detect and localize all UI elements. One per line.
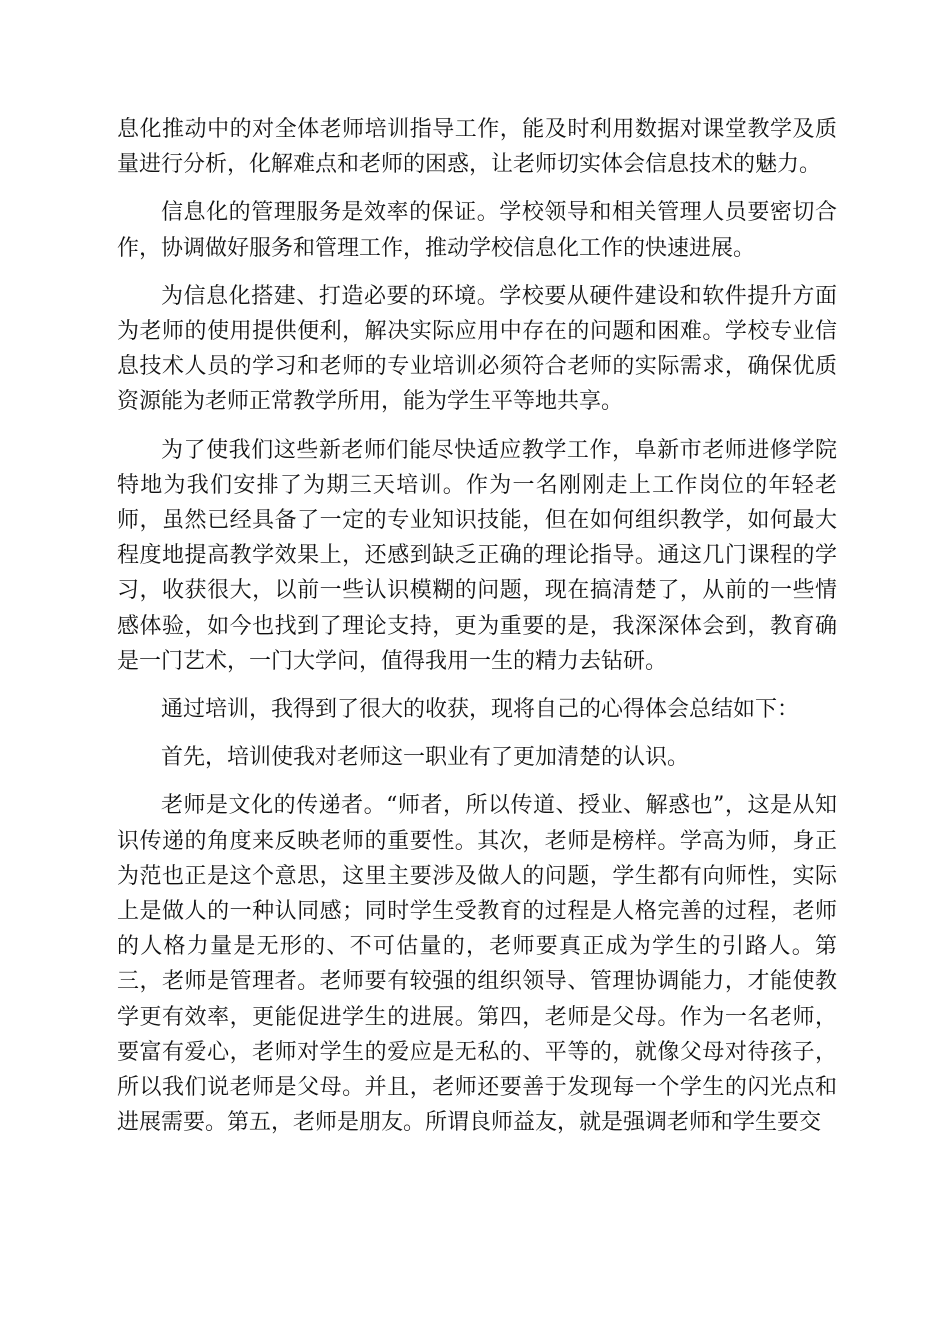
paragraph: 首先，培训使我对老师这一职业有了更加清楚的认识。 (161, 745, 690, 771)
paragraph-continued: 息化推动中的对全体老师培训指导工作，能及时利用数据对课堂教学及质量进行分析，化解难点和老师的困惑，让老师切实体会信息技术的魅力。 (117, 117, 837, 178)
paragraph: 为了使我们这些新老师们能尽快适应教学工作，阜新市老师进修学院特地为我们安排了为期三天培训。作为一名刚刚走上工作岗位的年轻老师，虽然已经具备了一定的专业知识技能，但在如何组织教学，如何最大程度地提高教学效果上，还感到缺乏正确的理论指导。通这几门课程的学习，收获很大，以前一些认识模糊的问题，现在搞清楚了，从前的一些情感体验，如今也找到了理论支持，更为重要的是，我深深体会到，教育确是一门艺术，一门大学问，值得我用一生的精力去钻研。 (117, 437, 837, 674)
paragraph: 为信息化搭建、打造必要的环境。学校要从硬件建设和软件提升方面为老师的使用提供便利，解决实际应用中存在的问题和困难。学校专业信息技术人员的学习和老师的专业培训必须符合老师的实际需求，确保优质资源能为老师正常教学所用，能为学生平等地共享。 (117, 283, 837, 415)
paragraph: 老师是文化的传递者。“师者，所以传道、授业、解惑也”，这是从知识传递的角度来反映老师的重要性。其次，老师是榜样。学高为师，身正为范也正是这个意思，这里主要涉及做人的问题，学生都有向师性，实际上是做人的一种认同感；同时学生受教育的过程是人格完善的过程，老师的人格力量是无形的、不可估量的，老师要真正成为学生的引路人。第三，老师是管理者。老师要有较强的组织领导、管理协调能力，才能使教学更有效率，更能促进学生的进展。第四，老师是父母。作为一名老师，要富有爱心，老师对学生的爱应是无私的、平等的，就像父母对待孩子，所以我们说老师是父母。并且，老师还要善于发现每一个学生的闪光点和进展需要。第五，老师是朋友。所谓良师益友，就是强调老师和学生要交 (117, 793, 837, 1136)
paragraph: 通过培训，我得到了很大的收获，现将自己的心得体会总结如下： (161, 697, 800, 723)
document-body (117, 112, 837, 1153)
paragraph: 信息化的管理服务是效率的保证。学校领导和相关管理人员要密切合作，协调做好服务和管理工作，推动学校信息化工作的快速进展。 (117, 200, 837, 261)
